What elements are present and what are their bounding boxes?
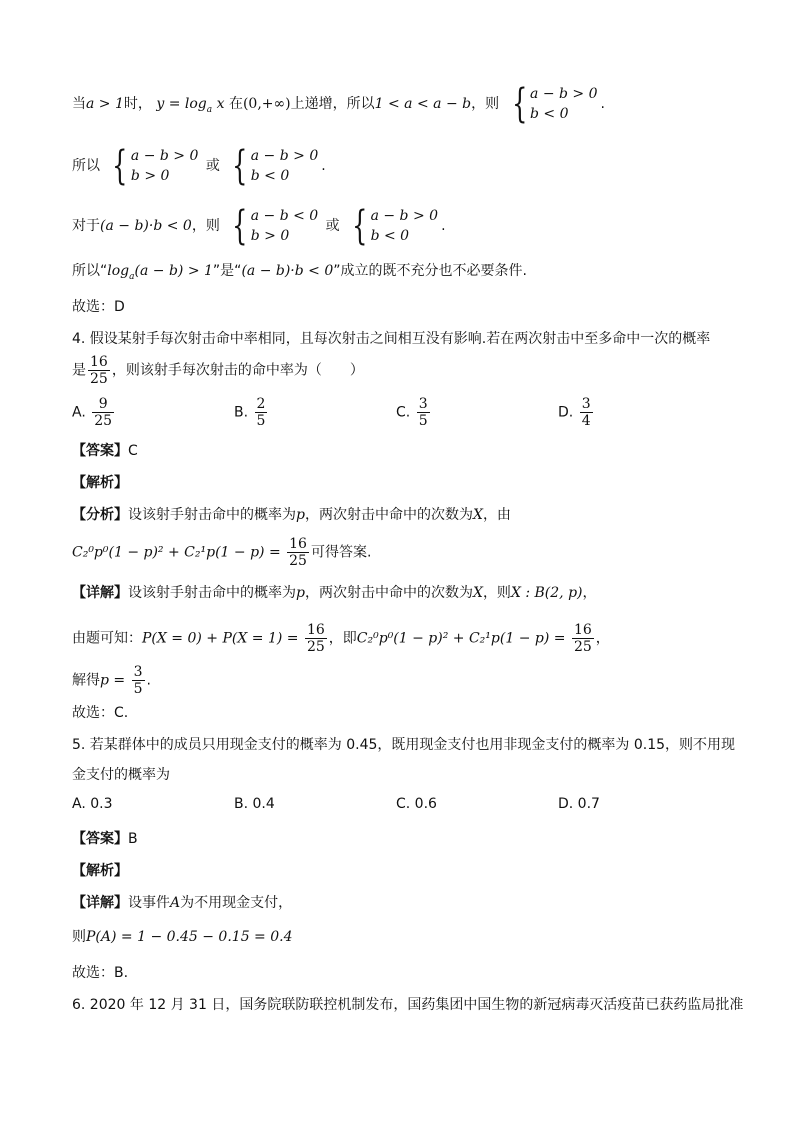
option-c[interactable]: C. 0.6 <box>396 796 437 812</box>
option-c[interactable]: C. $\frac{3}{5}$ <box>396 396 428 429</box>
formula-q4: C₂⁰p⁰(1 − p)² + C₂¹p(1 − p) = $\frac{16}{25}$ 可得答案. <box>72 536 372 569</box>
question-4-text-2: 是 $\frac{16}{25}$ ，则该射手每次射击的命中率为（ ） <box>72 354 364 387</box>
option-b[interactable]: B. $\frac{2}{5}$ <box>234 396 266 429</box>
analysis-tag-q5: 【解析】 <box>72 863 128 879</box>
answer-q5: 【答案】B <box>72 831 138 847</box>
solution-line-4: 所以“$\log_a(a - b) > 1$”是“(a − b)·b < 0”成立的既不充分也不必要条件. <box>72 263 527 282</box>
option-a[interactable]: A. 0.3 <box>72 796 113 812</box>
system-of-inequalities: { a − b > 0 b < 0 <box>232 143 319 189</box>
solve-q4: 解得p = $\frac{3}{5}$ . <box>72 664 151 697</box>
question-5-text-2: 金支付的概率为 <box>72 767 170 783</box>
answer-q4: 【答案】C <box>72 443 138 459</box>
system-of-inequalities: { a − b > 0 b < 0 <box>352 203 439 249</box>
system-of-inequalities: { a − b < 0 b > 0 <box>232 203 319 249</box>
system-of-inequalities: { a − b > 0 b < 0 <box>511 81 598 127</box>
solution-line-1: 当a > 1时， $y = \log_a x$ 在(0,+∞)上递增，所以1 < a < a − b，则 { a − b > 0 b < 0 . <box>72 81 605 127</box>
question-6-text: 6. 2020 年 12 月 31 日，国务院联防联控机制发布，国药集团中国生物的新冠病毒灭活疫苗已获药监局批准 <box>72 997 744 1013</box>
detail-formula-q4: 由题可知：P(X = 0) + P(X = 1) = $\frac{16}{25}$ ，即C₂⁰p⁰(1 − p)² + C₂¹p(1 − p) = $\frac{16}{25}$ ， <box>72 622 610 655</box>
choose-q4: 故选：C. <box>72 705 129 721</box>
detail-q5: 【详解】设事件A为不用现金支付， <box>72 895 293 911</box>
solution-line-2: 所以 { a − b > 0 b > 0 或 { a − b > 0 b < 0 . <box>72 143 326 189</box>
detail-q4: 【详解】设该射手射击命中的概率为p，两次射击中命中的次数为X，则X : B(2, p)， <box>72 585 597 601</box>
analysis-q4: 【分析】设该射手射击命中的概率为p，两次射击中命中的次数为X，由 <box>72 507 511 523</box>
calc-q5: 则P(A) = 1 − 0.45 − 0.15 = 0.4 <box>72 929 293 945</box>
option-a[interactable]: A. $\frac{9}{25}$ <box>72 396 113 429</box>
solution-line-3: 对于(a − b)·b < 0，则 { a − b < 0 b > 0 或 { a − b > 0 b < 0 . <box>72 203 446 249</box>
question-5-text: 5. 若某群体中的成员只用现金支付的概率为 0.45，既用现金支付也用非现金支付的概率为 0.15，则不用现 <box>72 737 736 753</box>
option-b[interactable]: B. 0.4 <box>234 796 275 812</box>
option-d[interactable]: D. 0.7 <box>558 796 600 812</box>
analysis-tag-q4: 【解析】 <box>72 475 128 491</box>
choose-q5: 故选：B. <box>72 965 129 981</box>
system-of-inequalities: { a − b > 0 b > 0 <box>112 143 199 189</box>
answer-choice-q3: 故选：D <box>72 299 125 315</box>
question-4-text: 4. 假设某射手每次射击命中率相同，且每次射击之间相互没有影响.若在两次射击中至多命中一次的概率 <box>72 331 711 347</box>
option-d[interactable]: D. $\frac{3}{4}$ <box>558 396 591 429</box>
